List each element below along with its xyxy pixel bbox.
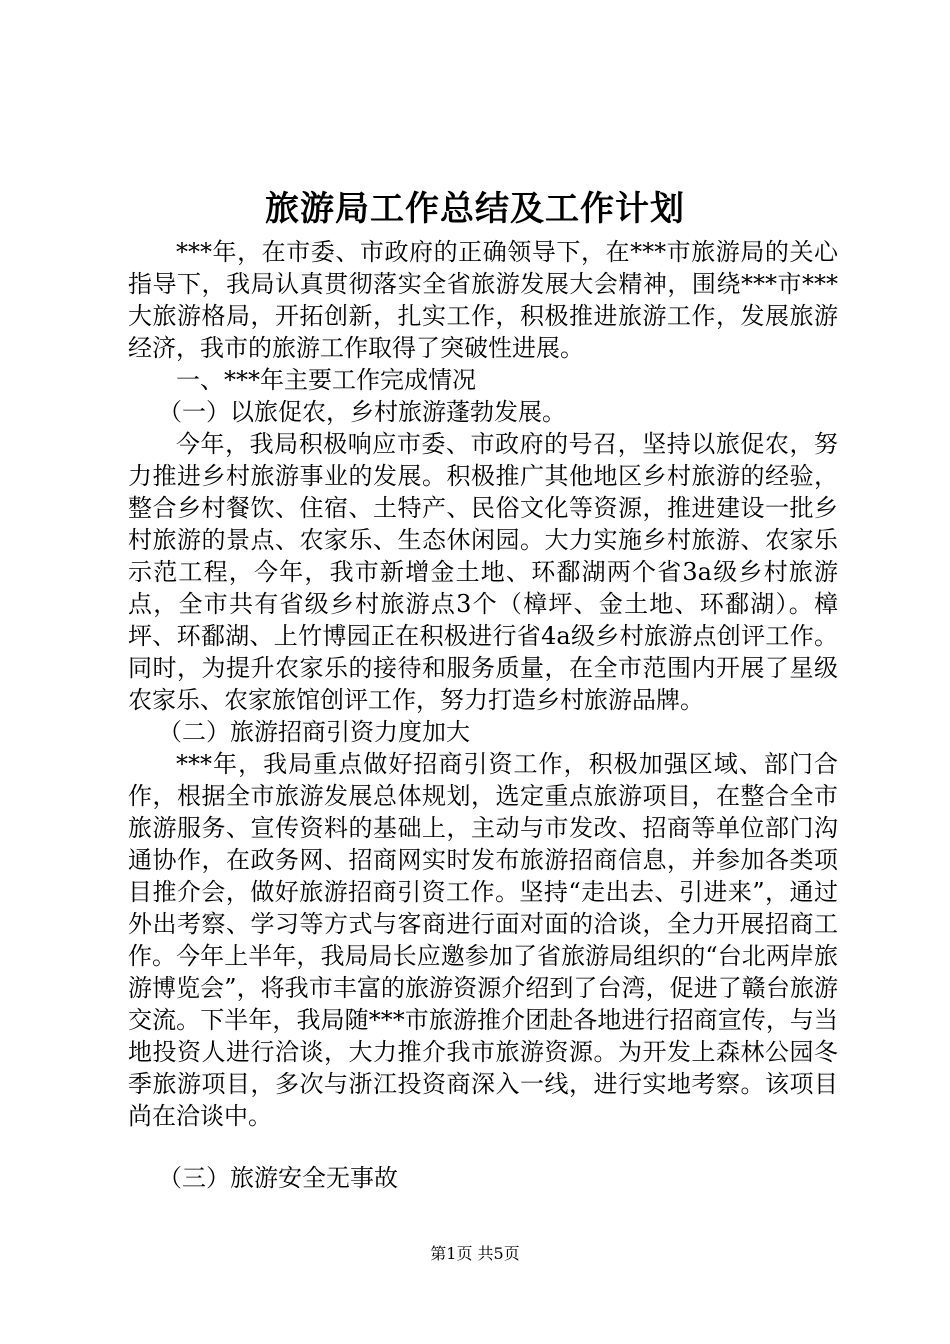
document-body — [128, 236, 838, 1194]
subsection-heading-rural-tourism: （一）以旅促农，乡村旅游蓬勃发展。 — [158, 398, 566, 426]
subsection-heading-investment: （二）旅游招商引资力度加大 — [158, 718, 470, 746]
investment-paragraph: ***年，我局重点做好招商引资工作，积极加强区域、部门合作，根据全市旅游发展总体规划，选定重点旅游项目，在整合全市旅游服务、宣传资料的基础上，主动与市发改、招商等单位部门沟通协作，在政务网、招商网实时发布旅游招商信息，并参加各类项目推介会，做好旅游招商引资工作。坚持“走出去、引进来”，通过外出考察、学习等方式与客商进行面对面的洽谈，全力开展招商工作。今年上半年，我局局长应邀参加了省旅游局组织的“台北两岸旅游博览会”，将我市丰富的旅游资源介绍到了台湾，促进了赣台旅游交流。下半年，我局随***市旅游推介团赴各地进行招商宣传，与当地投资人进行洽谈，大力推介我市旅游资源。为开发上森林公园冬季旅游项目，多次与浙江投资商深入一线，进行实地考察。该项目尚在洽谈中。 — [128, 750, 838, 1130]
document-title: 旅游局工作总结及工作计划 — [265, 189, 685, 229]
intro-paragraph: ***年，在市委、市政府的正确领导下，在***市旅游局的关心指导下，我局认真贯彻落实全省旅游发展大会精神，围绕***市***大旅游格局，开拓创新，扎实工作，积极推进旅游工作，发展旅游经济，我市的旅游工作取得了突破性进展。 — [128, 238, 838, 362]
section-heading: 一、***年主要工作完成情况 — [176, 366, 476, 394]
subsection-heading-safety: （三）旅游安全无事故 — [158, 1164, 398, 1192]
paragraph-gap — [128, 1132, 838, 1162]
page-number-footer: 第1页 共5页 — [430, 1244, 520, 1263]
rural-tourism-paragraph: 今年，我局积极响应市委、市政府的号召，坚持以旅促农，努力推进乡村旅游事业的发展。积极推广其他地区乡村旅游的经验，整合乡村餐饮、住宿、土特产、民俗文化等资源，推进建设一批乡村旅游的景点、农家乐、生态休闲园。大力实施乡村旅游、农家乐示范工程，今年，我市新增金土地、环鄱湖两个省3a级乡村旅游点，全市共有省级乡村旅游点3个（樟坪、金土地、环鄱湖）。樟坪、环鄱湖、上竹博园正在积极进行省4a级乡村旅游点创评工作。同时，为提升农家乐的接待和服务质量，在全市范围内开展了星级农家乐、农家旅馆创评工作，努力打造乡村旅游品牌。 — [128, 430, 838, 714]
